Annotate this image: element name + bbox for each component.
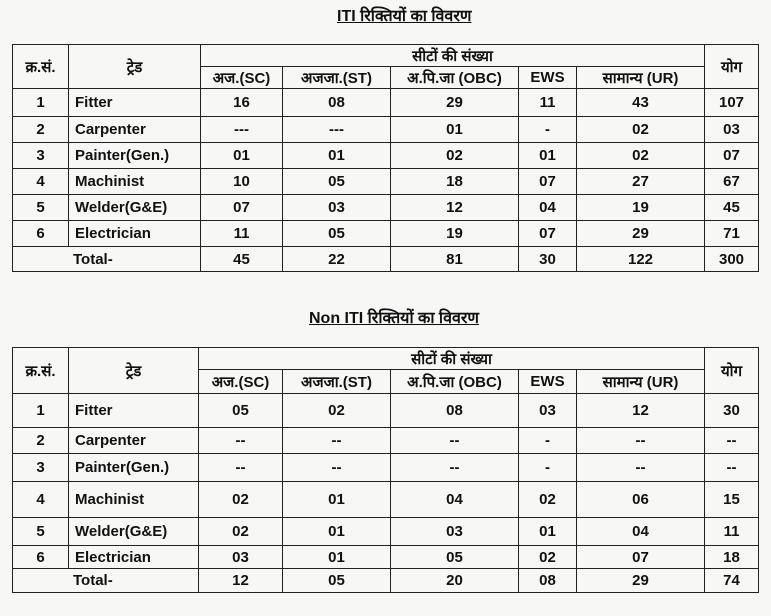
cell-ews: 03 (519, 394, 577, 428)
total-st: 22 (283, 247, 391, 272)
cell-obc: 01 (391, 117, 519, 143)
cell-trade: Welder(G&E) (69, 195, 201, 221)
header-seats: सीटों की संख्या (199, 348, 705, 370)
cell-obc: -- (391, 428, 519, 454)
table-row (13, 518, 759, 546)
header-total: योग (705, 348, 759, 394)
cell-sno: 5 (13, 195, 69, 221)
cell-trade: Machinist (69, 482, 199, 518)
total-grand: 300 (705, 247, 759, 272)
cell-sno: 6 (13, 546, 69, 569)
table-row (13, 221, 759, 247)
table-row (13, 428, 759, 454)
cell-st: 01 (283, 482, 391, 518)
cell-sno: 1 (13, 394, 69, 428)
header-total: योग (705, 45, 759, 89)
cell-sc: 03 (199, 546, 283, 569)
cell-st: --- (283, 117, 391, 143)
cell-sc: 05 (199, 394, 283, 428)
header-sc: अज.(SC) (201, 67, 283, 89)
cell-sno: 4 (13, 169, 69, 195)
header-ews: EWS (519, 370, 577, 394)
cell-st: 03 (283, 195, 391, 221)
cell-total: 30 (705, 394, 759, 428)
cell-sc: 01 (201, 143, 283, 169)
header-ur: सामान्य (UR) (577, 370, 705, 394)
cell-ews: 02 (519, 546, 577, 569)
cell-obc: -- (391, 454, 519, 482)
cell-ews: 01 (519, 143, 577, 169)
cell-trade: Machinist (69, 169, 201, 195)
cell-ews: 01 (519, 518, 577, 546)
cell-obc: 05 (391, 546, 519, 569)
cell-total: 07 (705, 143, 759, 169)
cell-sno: 3 (13, 454, 69, 482)
cell-trade: Fitter (69, 394, 199, 428)
cell-ews: 04 (519, 195, 577, 221)
total-ews: 30 (519, 247, 577, 272)
table-row (13, 482, 759, 518)
totals-row (13, 247, 759, 272)
cell-ur: -- (577, 454, 705, 482)
cell-ur: 02 (577, 117, 705, 143)
header-st: अजजा.(ST) (283, 67, 391, 89)
cell-sc: 02 (199, 518, 283, 546)
cell-sno: 1 (13, 89, 69, 117)
cell-sno: 4 (13, 482, 69, 518)
non-iti-vacancy-table (12, 347, 759, 593)
cell-ur: 19 (577, 195, 705, 221)
header-st: अजजा.(ST) (283, 370, 391, 394)
header-trade: ट्रेड (69, 348, 199, 394)
table-row (13, 117, 759, 143)
cell-ur: 07 (577, 546, 705, 569)
cell-total: 67 (705, 169, 759, 195)
cell-total: 71 (705, 221, 759, 247)
table-row (13, 394, 759, 428)
cell-st: -- (283, 428, 391, 454)
cell-ur: 04 (577, 518, 705, 546)
cell-sc: 02 (199, 482, 283, 518)
cell-total: 15 (705, 482, 759, 518)
cell-ews: 07 (519, 221, 577, 247)
cell-ews: 11 (519, 89, 577, 117)
cell-st: 02 (283, 394, 391, 428)
totals-row (13, 569, 759, 593)
cell-sc: -- (199, 428, 283, 454)
header-seats: सीटों की संख्या (201, 45, 705, 67)
cell-trade: Electrician (69, 221, 201, 247)
cell-obc: 12 (391, 195, 519, 221)
cell-trade: Electrician (69, 546, 199, 569)
cell-trade: Carpenter (69, 117, 201, 143)
header-trade: ट्रेड (69, 45, 201, 89)
cell-st: 05 (283, 169, 391, 195)
cell-sno: 5 (13, 518, 69, 546)
cell-ur: 29 (577, 221, 705, 247)
header-sno: क्र.सं. (13, 348, 69, 394)
cell-st: -- (283, 454, 391, 482)
cell-obc: 19 (391, 221, 519, 247)
table-row (13, 195, 759, 221)
total-ews: 08 (519, 569, 577, 593)
total-label: Total- (13, 569, 199, 593)
cell-ews: - (519, 117, 577, 143)
cell-obc: 02 (391, 143, 519, 169)
table-row (13, 143, 759, 169)
cell-sno: 6 (13, 221, 69, 247)
header-sno: क्र.सं. (13, 45, 69, 89)
cell-sc: 11 (201, 221, 283, 247)
cell-total: 45 (705, 195, 759, 221)
cell-ur: 12 (577, 394, 705, 428)
table-row (13, 89, 759, 117)
cell-trade: Carpenter (69, 428, 199, 454)
cell-total: 107 (705, 89, 759, 117)
cell-ur: 27 (577, 169, 705, 195)
total-sc: 12 (199, 569, 283, 593)
cell-st: 01 (283, 546, 391, 569)
table-row (13, 454, 759, 482)
cell-ews: 02 (519, 482, 577, 518)
total-st: 05 (283, 569, 391, 593)
cell-obc: 04 (391, 482, 519, 518)
total-ur: 122 (577, 247, 705, 272)
total-obc: 20 (391, 569, 519, 593)
cell-st: 08 (283, 89, 391, 117)
header-ews: EWS (519, 67, 577, 89)
header-obc: अ.पि.जा (OBC) (391, 370, 519, 394)
cell-trade: Fitter (69, 89, 201, 117)
cell-sno: 2 (13, 428, 69, 454)
cell-trade: Painter(Gen.) (69, 143, 201, 169)
cell-obc: 29 (391, 89, 519, 117)
cell-trade: Welder(G&E) (69, 518, 199, 546)
header-obc: अ.पि.जा (OBC) (391, 67, 519, 89)
cell-sno: 3 (13, 143, 69, 169)
cell-total: 11 (705, 518, 759, 546)
total-label: Total- (13, 247, 201, 272)
cell-obc: 03 (391, 518, 519, 546)
cell-ews: - (519, 454, 577, 482)
non-iti-table-title: Non ITI रिक्तियों का विवरण (309, 310, 479, 327)
cell-total: -- (705, 428, 759, 454)
header-ur: सामान्य (UR) (577, 67, 705, 89)
cell-sc: 10 (201, 169, 283, 195)
cell-obc: 08 (391, 394, 519, 428)
cell-ur: 06 (577, 482, 705, 518)
cell-sc: -- (199, 454, 283, 482)
cell-trade: Painter(Gen.) (69, 454, 199, 482)
table-row (13, 169, 759, 195)
cell-ur: 02 (577, 143, 705, 169)
cell-sc: 07 (201, 195, 283, 221)
total-obc: 81 (391, 247, 519, 272)
total-grand: 74 (705, 569, 759, 593)
header-sc: अज.(SC) (199, 370, 283, 394)
iti-table-title: ITI रिक्तियों का विवरण (337, 8, 472, 25)
cell-total: 18 (705, 546, 759, 569)
cell-ews: 07 (519, 169, 577, 195)
cell-st: 05 (283, 221, 391, 247)
cell-ur: -- (577, 428, 705, 454)
cell-sno: 2 (13, 117, 69, 143)
cell-st: 01 (283, 143, 391, 169)
iti-vacancy-table (12, 44, 759, 272)
cell-ews: - (519, 428, 577, 454)
cell-ur: 43 (577, 89, 705, 117)
cell-obc: 18 (391, 169, 519, 195)
cell-total: 03 (705, 117, 759, 143)
table-row (13, 546, 759, 569)
total-sc: 45 (201, 247, 283, 272)
cell-sc: 16 (201, 89, 283, 117)
total-ur: 29 (577, 569, 705, 593)
cell-st: 01 (283, 518, 391, 546)
cell-total: -- (705, 454, 759, 482)
cell-sc: --- (201, 117, 283, 143)
